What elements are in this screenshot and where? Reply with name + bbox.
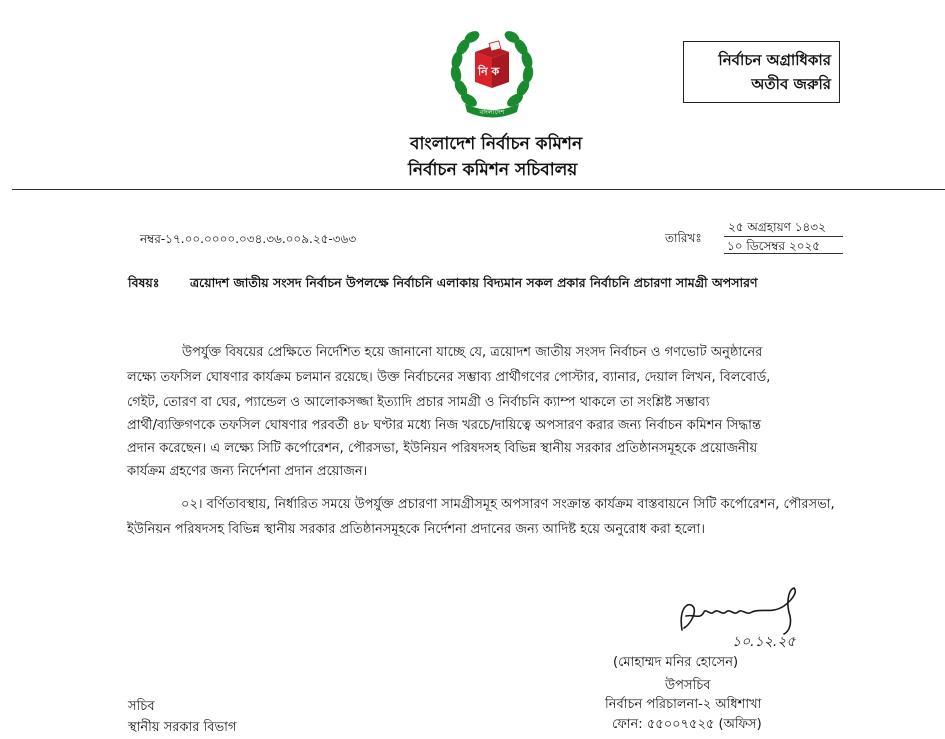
org-name: বাংলাদেশ নির্বাচন কমিশন — [410, 134, 583, 154]
priority-line-1: নির্বাচন অগ্রাধিকার — [718, 51, 831, 69]
recipient-title: সচিব — [128, 699, 155, 714]
para1-line-1: উপর্যুক্ত বিষয়ের প্রেক্ষিতে নির্দেশিত হয়ে জানানো যাচ্ছে যে, ত্রয়োদশ জাতীয় সংসদ নির্বাচন ও গণভোট অনুষ্ঠানের — [182, 345, 763, 360]
recipient-office: স্থানীয় সরকার বিভাগ — [128, 720, 237, 735]
signatory-branch: নির্বাচন পরিচালনা-২ অধিশাখা — [605, 697, 762, 712]
memo-number: নম্বর-১৭.০০.০০০০.০৩৪.৩৬.০০৯.২৫-৩৬৩ — [140, 232, 357, 246]
signatory-designation: উপসচিব — [665, 678, 711, 693]
subject-label: বিষয়ঃ — [128, 275, 160, 290]
date-underline-2 — [724, 253, 843, 254]
header-divider — [12, 189, 945, 190]
ballot-box-letters: নি ক — [478, 65, 500, 78]
para2-line-1: ০২। বর্ণিতাবস্থায়, নির্ধারিত সময়ে উপর্যুক্ত প্রচারণা সামগ্রীসমূহ অপসারণ সংক্রান্ত কার্যক্রম বাস্তবায়নে সিটি কর্পোরেশন, পৌরসভা, — [181, 497, 835, 512]
para2-line-2: ইউনিয়ন পরিষদসহ বিভিন্ন স্থানীয় সরকার প্রতিষ্ঠানসমূহকে নির্দেশনা প্রদানের জন্য আদিষ্ট হয়ে অনুরোধ করা হলো। — [127, 522, 705, 537]
signatory-name: (মোহাম্মদ মনির হোসেন) — [613, 655, 739, 670]
para1-line-4: প্রার্থী/ব্যক্তিগণকে তফসিল ঘোষণার পরবর্তী ৪৮ ঘণ্টার মধ্যে নিজ খরচে/দায়িত্বে অপসারণ করার জন্য নির্বাচন কমিশন সিদ্ধান্ত — [127, 418, 761, 433]
date-bangla: ২৫ অগ্রহায়ণ ১৪৩২ — [728, 220, 826, 234]
election-commission-logo — [447, 30, 537, 122]
para1-line-3: গেইট, তোরণ বা ঘের, প্যান্ডেল ও আলোকসজ্জা ইত্যাদি প্রচার সামগ্রী ও নির্বাচনি ক্যাম্প থাকলে তা সংশ্লিষ্ট সম্ভাব্য — [127, 395, 710, 410]
secretariat-name: নির্বাচন কমিশন সচিবালয় — [408, 160, 578, 180]
signatory-phone: ফোন: ৫৫০০৭৫২৫ (অফিস) — [612, 717, 762, 732]
para1-line-5: প্রদান করেছেন। এ লক্ষ্যে সিটি কর্পোরেশন, পৌরসভা, ইউনিয়ন পরিষদসহ বিভিন্ন স্থানীয় সরকার প্রতিষ্ঠানসমূহকে প্রয়োজনীয় — [127, 441, 758, 456]
date-underline — [724, 236, 843, 237]
para1-line-2: লক্ষ্যে তফসিল ঘোষণার কার্যক্রম চলমান রয়েছে। উক্ত নির্বাচনের সম্ভাব্য প্রার্থীগণের পোস্টার, ব্যানার, দেয়াল লিখন, বিলবোর্ড, — [127, 370, 771, 385]
date-gregorian: ১০ ডিসেম্বর ২০২৫ — [727, 239, 821, 253]
priority-line-2: অতীব জরুরি — [751, 75, 831, 93]
date-label: তারিখঃ — [665, 231, 702, 245]
ribbon-label: বাংলাদেশ — [479, 108, 505, 116]
priority-box — [683, 41, 840, 103]
subject-text: ত্রয়োদশ জাতীয় সংসদ নির্বাচন উপলক্ষে নির্বাচনি এলাকায় বিদ্যমান সকল প্রকার নির্বাচনি প্রচারণা সামগ্রী অপসারণ — [190, 275, 758, 290]
signature-date: ১০.১২.২৫ — [732, 634, 796, 650]
signature — [660, 586, 820, 656]
para1-line-6: কার্যক্রম গ্রহণের জন্য নির্দেশনা প্রদান প্রয়োজন। — [127, 464, 368, 479]
